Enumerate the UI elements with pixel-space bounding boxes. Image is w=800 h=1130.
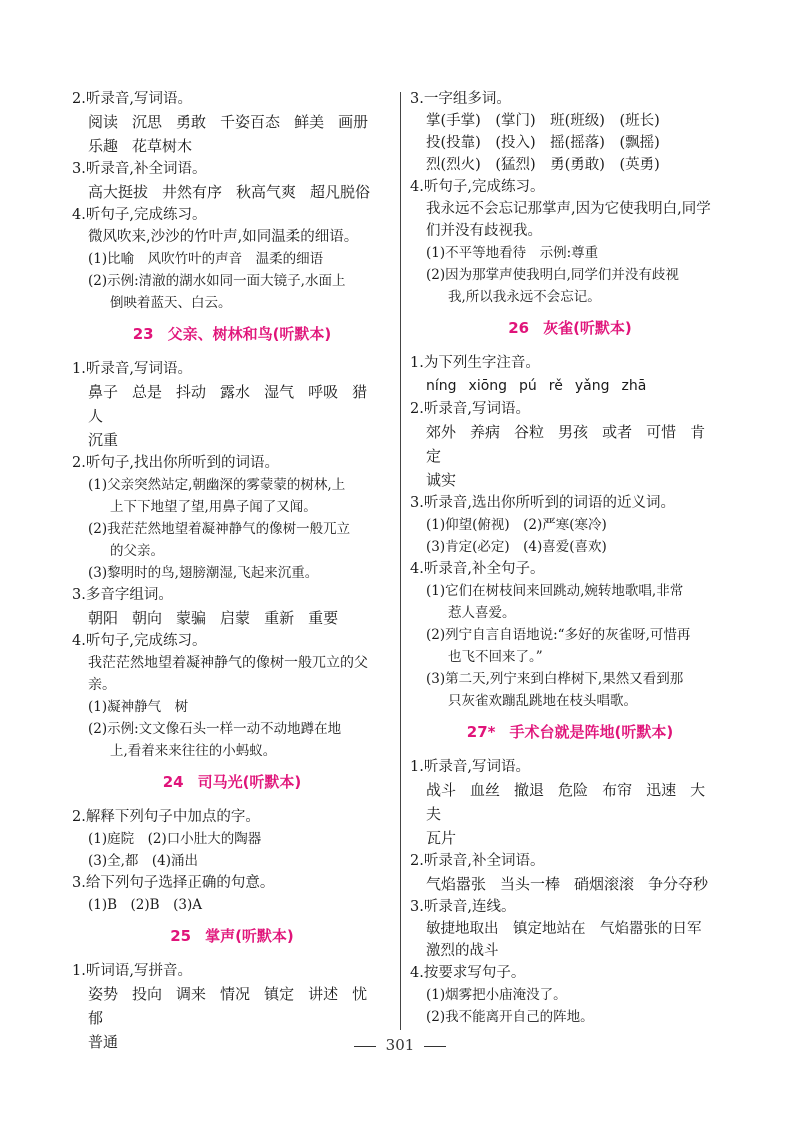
answer: (3)第二天,列宁来到白桦树下,果然又看到那 bbox=[426, 671, 684, 687]
answer-continuation: 我,所以我永远不会忘记。 bbox=[448, 289, 601, 305]
lesson-number: 24 bbox=[162, 773, 184, 791]
word-list bbox=[72, 180, 392, 204]
word: 投向 bbox=[132, 985, 163, 1003]
pinyin: rě bbox=[548, 378, 563, 394]
question-title: 4.听句子,完成练习。 bbox=[72, 207, 207, 223]
word: 姿势 bbox=[88, 985, 119, 1003]
answer-row: 掌(手掌) (掌门) 班(班级) (班长) bbox=[426, 113, 660, 129]
pinyin: níng bbox=[426, 378, 457, 394]
lesson-title bbox=[72, 770, 392, 794]
word: 勇敢 bbox=[176, 113, 207, 131]
answer: (1)烟雾把小庙淹没了。 bbox=[426, 987, 567, 1003]
question-title: 4.听录音,补全句子。 bbox=[410, 561, 545, 577]
question-title: 1.听录音,写词语。 bbox=[410, 759, 530, 775]
word: 谷粒 bbox=[514, 423, 545, 441]
page-footer bbox=[0, 1036, 800, 1054]
question-title: 2.听句子,找出你所听到的词语。 bbox=[72, 455, 279, 471]
answer-row: 投(投靠) (投入) 摇(摇落) (飘摇) bbox=[426, 135, 660, 151]
lesson-title bbox=[410, 316, 730, 340]
lesson-name: 灰雀(听默本) bbox=[543, 319, 632, 337]
word-list bbox=[410, 872, 730, 896]
word: 朝阳 bbox=[88, 609, 119, 627]
answer: (2)我茫茫然地望着凝神静气的像树一般兀立 bbox=[88, 521, 351, 537]
left-column bbox=[72, 88, 392, 1054]
answer: (1)仰望(俯视) (2)严寒(寒冷) bbox=[426, 517, 607, 533]
sentence: 微风吹来,沙沙的竹叶声,如同温柔的细语。 bbox=[88, 229, 359, 245]
word: 沉重 bbox=[88, 431, 119, 449]
question-title: 3.听录音,补全词语。 bbox=[72, 161, 207, 177]
column-divider bbox=[400, 92, 401, 1030]
word: 争分夺秒 bbox=[648, 875, 709, 893]
pinyin: pú bbox=[519, 378, 537, 394]
answer: (2)示例:文文像石头一样一动不动地蹲在地 bbox=[88, 721, 342, 737]
word: 总是 bbox=[132, 383, 163, 401]
answer-continuation: 也飞不回来了。” bbox=[448, 649, 543, 665]
question-title: 4.听句子,完成练习。 bbox=[410, 179, 545, 195]
pinyin: zhā bbox=[621, 378, 647, 394]
word: 普通 bbox=[88, 1033, 119, 1051]
answer: (2)列宁自言自语地说:“多好的灰雀呀,可惜再 bbox=[426, 627, 691, 643]
answer: (1)B (2)B (3)A bbox=[88, 897, 202, 913]
word: 瓦片 bbox=[426, 829, 457, 847]
footer-dash bbox=[354, 1046, 376, 1047]
answer-continuation: 上下下地望了望,用鼻子闻了又闻。 bbox=[110, 499, 317, 515]
word: 调来 bbox=[176, 985, 207, 1003]
right-column bbox=[410, 88, 730, 1028]
lesson-title bbox=[72, 924, 392, 948]
word: 镇定 bbox=[264, 985, 295, 1003]
word: 朝向 bbox=[132, 609, 163, 627]
lesson-number: 27* bbox=[466, 723, 496, 741]
answer: (3)肯定(必定) (4)喜爱(喜欢) bbox=[426, 539, 607, 555]
sentence: 我茫茫然地望着凝神静气的像树一般兀立的父亲。 bbox=[88, 655, 368, 693]
word: 蒙骗 bbox=[176, 609, 207, 627]
word-list bbox=[410, 778, 730, 850]
answer-continuation: 倒映着蓝天、白云。 bbox=[110, 295, 232, 311]
word: 大夫 bbox=[426, 781, 706, 823]
lesson-number: 26 bbox=[508, 319, 530, 337]
lesson-name: 手术台就是阵地(听默本) bbox=[509, 723, 674, 741]
pinyin: yǎng bbox=[574, 378, 610, 394]
word: 呼吸 bbox=[308, 383, 339, 401]
word: 画册 bbox=[338, 113, 369, 131]
word: 男孩 bbox=[558, 423, 589, 441]
question-title: 2.听录音,补全词语。 bbox=[410, 853, 545, 869]
word: 情况 bbox=[220, 985, 251, 1003]
word: 忧郁 bbox=[88, 985, 368, 1027]
word: 抖动 bbox=[176, 383, 207, 401]
footer-dash bbox=[424, 1046, 446, 1047]
answer-continuation: 上,看着来来往往的小蚂蚁。 bbox=[110, 743, 277, 759]
question-title: 4.按要求写句子。 bbox=[410, 965, 526, 981]
word: 当头一棒 bbox=[500, 875, 561, 893]
word: 迅速 bbox=[646, 781, 677, 799]
word: 硝烟滚滚 bbox=[574, 875, 635, 893]
lesson-title bbox=[72, 322, 392, 346]
question-title: 4.听句子,完成练习。 bbox=[72, 633, 207, 649]
word: 重要 bbox=[308, 609, 339, 627]
sentence-continuation: 们并没有歧视我。 bbox=[426, 223, 542, 239]
word: 战斗 bbox=[426, 781, 457, 799]
question-title: 1.为下列生字注音。 bbox=[410, 355, 540, 371]
lesson-name: 司马光(听默本) bbox=[197, 773, 302, 791]
word: 阅读 bbox=[88, 113, 119, 131]
word: 布帘 bbox=[602, 781, 633, 799]
lesson-number: 23 bbox=[132, 325, 154, 343]
word: 井然有序 bbox=[162, 183, 223, 201]
answer-continuation: 只灰雀欢蹦乱跳地在枝头唱歌。 bbox=[448, 693, 637, 709]
answer: (3)全,都 (4)涌出 bbox=[88, 853, 199, 869]
word-list bbox=[72, 110, 392, 158]
word: 猎人 bbox=[88, 383, 368, 425]
question-title: 1.听录音,写词语。 bbox=[72, 361, 192, 377]
word: 湿气 bbox=[264, 383, 295, 401]
word: 秋高气爽 bbox=[236, 183, 297, 201]
word: 养病 bbox=[470, 423, 501, 441]
answer: (1)比喻 风吹竹叶的声音 温柔的细语 bbox=[88, 251, 324, 267]
word: 危险 bbox=[558, 781, 589, 799]
answer: 激烈的战斗 bbox=[426, 943, 499, 959]
question-title: 1.听词语,写拼音。 bbox=[72, 963, 192, 979]
answer: 敏捷地取出 镇定地站在 气焰嚣张的日军 bbox=[426, 921, 702, 937]
lesson-name: 掌声(听默本) bbox=[205, 927, 294, 945]
word-list bbox=[72, 606, 392, 630]
question-title: 3.一字组多词。 bbox=[410, 91, 511, 107]
word-list bbox=[410, 420, 730, 492]
pinyin-list bbox=[410, 374, 730, 398]
answer: (1)父亲突然站定,朝幽深的雾蒙蒙的树林,上 bbox=[88, 477, 346, 493]
word: 乐趣 bbox=[88, 137, 119, 155]
lesson-title bbox=[410, 720, 730, 744]
word: 千姿百态 bbox=[220, 113, 281, 131]
question-title: 2.听录音,写词语。 bbox=[72, 91, 192, 107]
answer-continuation: 的父亲。 bbox=[110, 543, 164, 559]
answer: (1)不平等地看待 示例:尊重 bbox=[426, 245, 599, 261]
lesson-number: 25 bbox=[170, 927, 192, 945]
word: 鼻子 bbox=[88, 383, 119, 401]
word: 郊外 bbox=[426, 423, 457, 441]
sentence: 我永远不会忘记那掌声,因为它使我明白,同学 bbox=[426, 201, 711, 217]
question-title: 3.给下列句子选择正确的句意。 bbox=[72, 875, 275, 891]
answer: (3)黎明时的鸟,翅膀潮湿,飞起来沉重。 bbox=[88, 565, 319, 581]
word: 可惜 bbox=[646, 423, 677, 441]
question-title: 3.听录音,选出你所听到的词语的近义词。 bbox=[410, 495, 675, 511]
answer: (1)庭院 (2)口小肚大的陶器 bbox=[88, 831, 262, 847]
word: 或者 bbox=[602, 423, 633, 441]
word: 讲述 bbox=[308, 985, 339, 1003]
answer: (2)我不能离开自己的阵地。 bbox=[426, 1009, 594, 1025]
word: 血丝 bbox=[470, 781, 501, 799]
answer: (1)它们在树枝间来回跳动,婉转地歌唱,非常 bbox=[426, 583, 684, 599]
question-title: 2.听录音,写词语。 bbox=[410, 401, 530, 417]
word: 气焰嚣张 bbox=[426, 875, 487, 893]
word: 高大挺拔 bbox=[88, 183, 149, 201]
answer-row: 烈(烈火) (猛烈) 勇(勇敢) (英勇) bbox=[426, 157, 660, 173]
question-title: 2.解释下列句子中加点的字。 bbox=[72, 809, 260, 825]
answer-continuation: 惹人喜爱。 bbox=[448, 605, 516, 621]
question-title: 3.多音字组词。 bbox=[72, 587, 173, 603]
word: 沉思 bbox=[132, 113, 163, 131]
pinyin: xiōng bbox=[468, 378, 508, 394]
answer: (1)凝神静气 树 bbox=[88, 699, 189, 715]
word: 露水 bbox=[220, 383, 251, 401]
answer: (2)示例:清澈的湖水如同一面大镜子,水面上 bbox=[88, 273, 346, 289]
word: 诚实 bbox=[426, 471, 457, 489]
answer: (2)因为那掌声使我明白,同学们并没有歧视 bbox=[426, 267, 679, 283]
word: 超凡脱俗 bbox=[310, 183, 371, 201]
word: 重新 bbox=[264, 609, 295, 627]
word: 鲜美 bbox=[294, 113, 325, 131]
word: 启蒙 bbox=[220, 609, 251, 627]
word: 肯定 bbox=[426, 423, 706, 465]
question-title: 3.听录音,连线。 bbox=[410, 899, 516, 915]
word-list bbox=[72, 380, 392, 452]
lesson-name: 父亲、树林和鸟(听默本) bbox=[167, 325, 332, 343]
word: 撤退 bbox=[514, 781, 545, 799]
page-number: 301 bbox=[385, 1036, 415, 1054]
word: 花草树木 bbox=[132, 137, 193, 155]
